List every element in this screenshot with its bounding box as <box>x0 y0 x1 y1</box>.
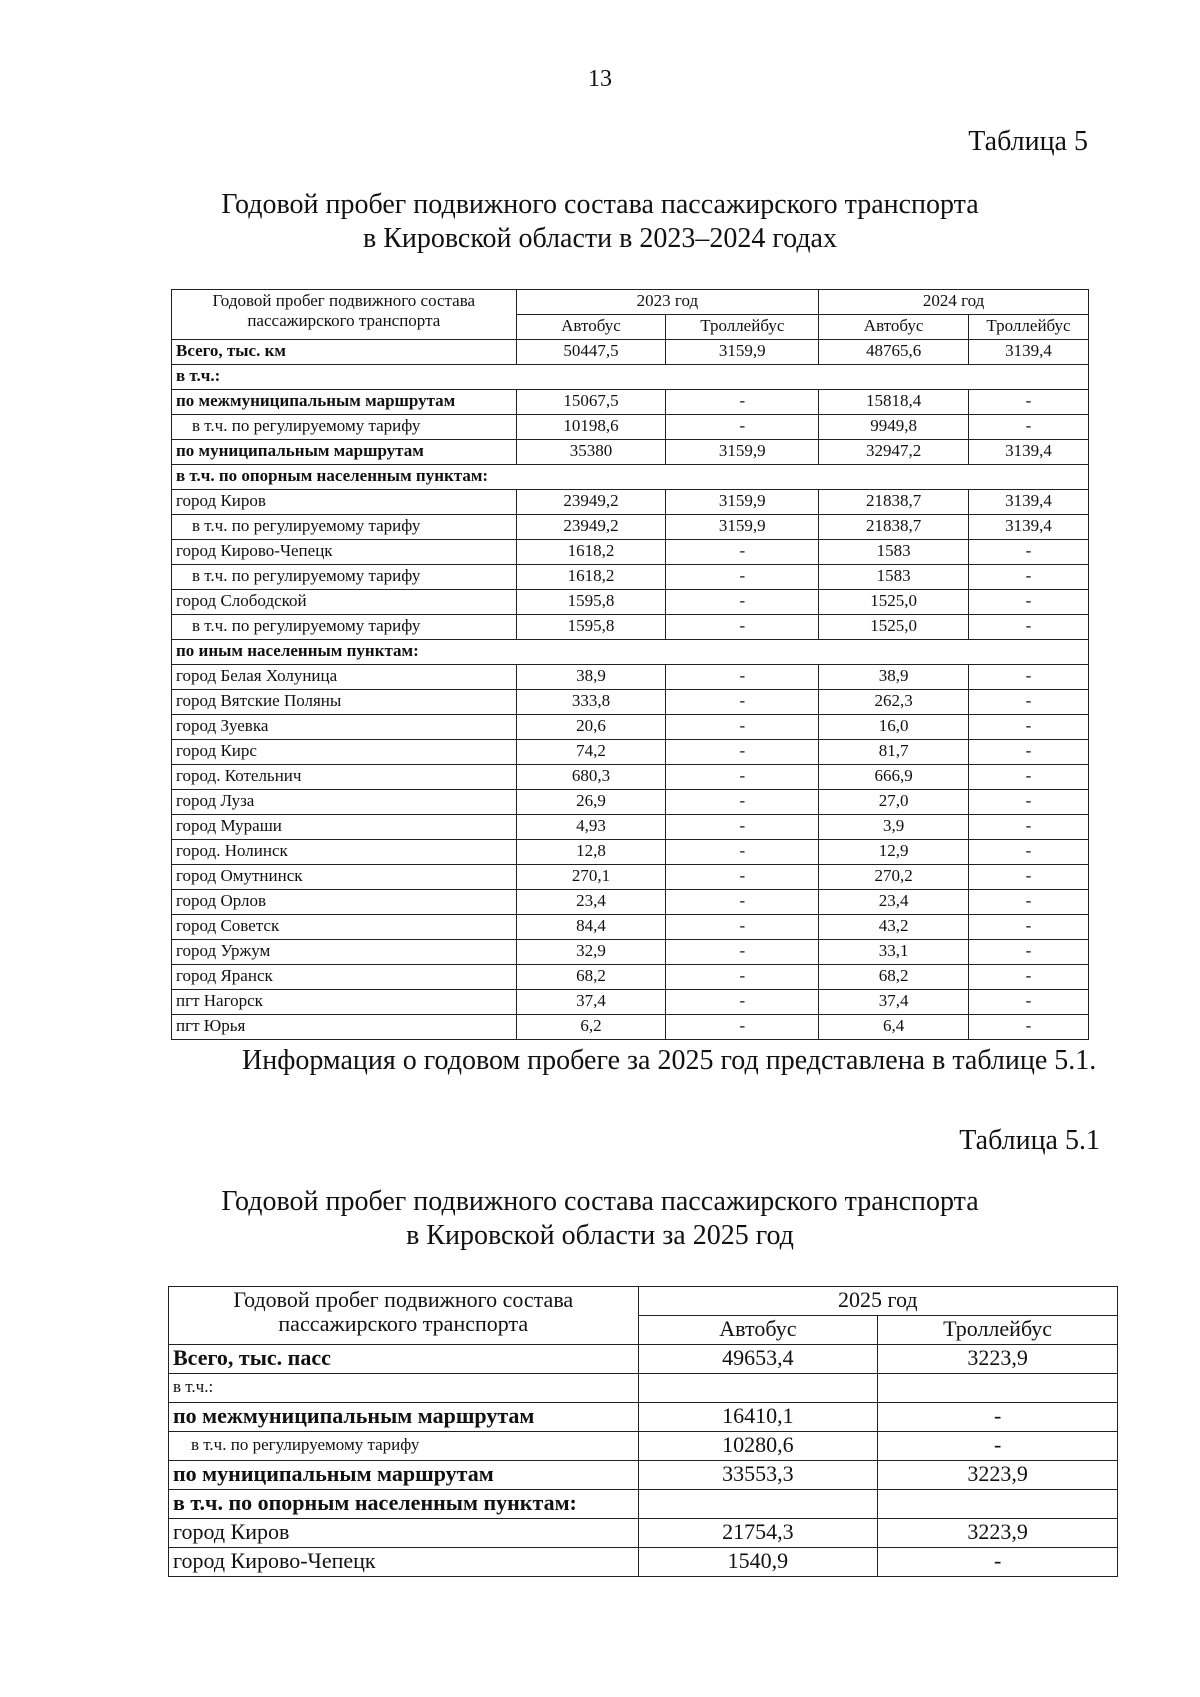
row-value: 16,0 <box>819 715 969 740</box>
row-value: 68,2 <box>819 965 969 990</box>
table-row <box>169 1461 1118 1490</box>
row-label: город Слободской <box>172 590 517 615</box>
row-value: - <box>666 415 819 440</box>
row-value: - <box>969 690 1089 715</box>
row-value: 12,9 <box>819 840 969 865</box>
row-value: 32947,2 <box>819 440 969 465</box>
row-value: 37,4 <box>819 990 969 1015</box>
table-row <box>172 590 1089 615</box>
table5 <box>171 289 1089 1040</box>
table5-header-trolley-2024: Троллейбус <box>969 315 1089 340</box>
row-label: в т.ч. по регулируемому тарифу <box>172 515 517 540</box>
row-value: 48765,6 <box>819 340 969 365</box>
header-label-line2: пассажирского транспорта <box>247 311 441 330</box>
row-value: - <box>666 590 819 615</box>
row-value: - <box>666 990 819 1015</box>
row-value: 26,9 <box>516 790 666 815</box>
row-value: - <box>666 740 819 765</box>
row-value: 1595,8 <box>516 590 666 615</box>
row-value: - <box>969 965 1089 990</box>
row-value: - <box>666 865 819 890</box>
table51-title-line2: в Кировской области за 2025 год <box>406 1220 794 1251</box>
table5-title-line1: Годовой пробег подвижного состава пассажирского транспорта <box>221 189 979 220</box>
row-value: 20,6 <box>516 715 666 740</box>
row-value <box>638 1374 878 1403</box>
row-value: 270,2 <box>819 865 969 890</box>
row-value: - <box>969 890 1089 915</box>
table-row <box>172 615 1089 640</box>
row-value: - <box>666 815 819 840</box>
row-label: в т.ч.: <box>169 1374 639 1403</box>
table51-title-line1: Годовой пробег подвижного состава пассажирского транспорта <box>221 1186 979 1217</box>
table5-header-row1 <box>172 290 1089 315</box>
row-value: 49653,4 <box>638 1345 878 1374</box>
header-label-line2: пассажирского транспорта <box>278 1311 529 1336</box>
table-row <box>169 1345 1118 1374</box>
row-value: 3139,4 <box>969 515 1089 540</box>
table-row <box>172 515 1089 540</box>
table51-header-year-2025: 2025 год <box>638 1287 1117 1316</box>
row-label: город Кирс <box>172 740 517 765</box>
table-row <box>172 365 1089 390</box>
table51-header-label <box>169 1287 639 1345</box>
table-row <box>172 390 1089 415</box>
table-row <box>172 840 1089 865</box>
row-value: 4,93 <box>516 815 666 840</box>
table-row <box>172 890 1089 915</box>
row-label: пгт Нагорск <box>172 990 517 1015</box>
note-text: Информация о годовом пробеге за 2025 год представлена в таблице 5.1. <box>242 1045 1097 1076</box>
row-value: - <box>969 1015 1089 1040</box>
row-label: город Кирово-Чепецк <box>172 540 517 565</box>
row-label: город Киров <box>169 1519 639 1548</box>
row-value: 38,9 <box>819 665 969 690</box>
row-value: - <box>969 940 1089 965</box>
row-value: 333,8 <box>516 690 666 715</box>
row-value: 262,3 <box>819 690 969 715</box>
row-value: - <box>666 565 819 590</box>
table5-title-line2: в Кировской области в 2023–2024 годах <box>362 223 837 254</box>
table-row <box>172 990 1089 1015</box>
table-row <box>172 915 1089 940</box>
row-value: 3139,4 <box>969 340 1089 365</box>
table5-header-label <box>172 290 517 340</box>
row-value: - <box>969 790 1089 815</box>
row-value: - <box>969 665 1089 690</box>
row-value: 3139,4 <box>969 440 1089 465</box>
table-row <box>172 540 1089 565</box>
row-value: 23,4 <box>516 890 666 915</box>
row-value: 3223,9 <box>878 1461 1118 1490</box>
row-value: - <box>969 815 1089 840</box>
row-value: 3159,9 <box>666 490 819 515</box>
row-value: 6,2 <box>516 1015 666 1040</box>
table5-header-year-2023: 2023 год <box>516 290 819 315</box>
table-row <box>172 340 1089 365</box>
row-value: 15067,5 <box>516 390 666 415</box>
table-row <box>172 740 1089 765</box>
row-value: 33,1 <box>819 940 969 965</box>
row-label: в т.ч. по регулируемому тарифу <box>172 565 517 590</box>
row-value: 3223,9 <box>878 1345 1118 1374</box>
row-value: - <box>666 1015 819 1040</box>
table-row <box>172 690 1089 715</box>
row-label: город Киров <box>172 490 517 515</box>
row-value: 38,9 <box>516 665 666 690</box>
row-value: - <box>969 865 1089 890</box>
table-row <box>169 1519 1118 1548</box>
row-value: - <box>666 840 819 865</box>
row-value: - <box>969 715 1089 740</box>
table51-title <box>0 1185 1200 1253</box>
page-number: 13 <box>588 66 612 92</box>
row-label: город Уржум <box>172 940 517 965</box>
table51-label: Таблица 5.1 <box>959 1125 1100 1156</box>
row-label: Всего, тыс. пасс <box>169 1345 639 1374</box>
row-value: - <box>969 840 1089 865</box>
row-value: - <box>969 915 1089 940</box>
row-value: 1540,9 <box>638 1548 878 1577</box>
row-value: 1595,8 <box>516 615 666 640</box>
table51-header-trolley: Троллейбус <box>878 1316 1118 1345</box>
table51 <box>168 1286 1118 1577</box>
table-row <box>169 1432 1118 1461</box>
row-value: - <box>969 615 1089 640</box>
row-value: - <box>969 740 1089 765</box>
table-row <box>172 965 1089 990</box>
row-value: 3159,9 <box>666 515 819 540</box>
row-value: 81,7 <box>819 740 969 765</box>
row-value: - <box>969 590 1089 615</box>
table-row <box>172 440 1089 465</box>
table-row <box>169 1490 1118 1519</box>
row-value: 6,4 <box>819 1015 969 1040</box>
row-label: город Луза <box>172 790 517 815</box>
row-label: город. Нолинск <box>172 840 517 865</box>
row-value: 1618,2 <box>516 565 666 590</box>
row-label: по межмуниципальным маршрутам <box>172 390 517 415</box>
row-label: в т.ч. по опорным населенным пунктам: <box>172 465 1089 490</box>
row-label: в т.ч. по регулируемому тарифу <box>172 615 517 640</box>
header-label-line1: Годовой пробег подвижного состава <box>233 1287 574 1312</box>
row-value: - <box>666 715 819 740</box>
row-label: в т.ч. по опорным населенным пунктам: <box>169 1490 639 1519</box>
row-value: - <box>969 540 1089 565</box>
row-value: 1583 <box>819 540 969 565</box>
row-value: 3,9 <box>819 815 969 840</box>
row-value: - <box>969 990 1089 1015</box>
row-value: - <box>666 665 819 690</box>
row-value: - <box>666 790 819 815</box>
row-value: 15818,4 <box>819 390 969 415</box>
row-value: 32,9 <box>516 940 666 965</box>
row-value: 3159,9 <box>666 340 819 365</box>
row-value: - <box>666 890 819 915</box>
row-label: Всего, тыс. км <box>172 340 517 365</box>
row-value: 37,4 <box>516 990 666 1015</box>
table-row <box>172 415 1089 440</box>
row-value: - <box>666 940 819 965</box>
row-value: 9949,8 <box>819 415 969 440</box>
row-value: 43,2 <box>819 915 969 940</box>
table-row <box>172 565 1089 590</box>
table-row <box>172 765 1089 790</box>
table-row <box>169 1374 1118 1403</box>
row-label: в т.ч. по регулируемому тарифу <box>169 1432 639 1461</box>
row-label: пгт Юрья <box>172 1015 517 1040</box>
row-value: 3223,9 <box>878 1519 1118 1548</box>
row-value: 23949,2 <box>516 515 666 540</box>
row-value: 21754,3 <box>638 1519 878 1548</box>
row-value: 16410,1 <box>638 1403 878 1432</box>
row-value <box>878 1374 1118 1403</box>
row-value: 21838,7 <box>819 490 969 515</box>
row-value: - <box>969 415 1089 440</box>
table5-header-year-2024: 2024 год <box>819 290 1089 315</box>
row-label: по межмуниципальным маршрутам <box>169 1403 639 1432</box>
row-value: 35380 <box>516 440 666 465</box>
row-value: - <box>666 690 819 715</box>
row-label: город Зуевка <box>172 715 517 740</box>
row-label: город Мураши <box>172 815 517 840</box>
row-value <box>878 1490 1118 1519</box>
table-row <box>172 490 1089 515</box>
row-value: 270,1 <box>516 865 666 890</box>
row-value: - <box>878 1548 1118 1577</box>
row-value: 27,0 <box>819 790 969 815</box>
row-label: город Кирово-Чепецк <box>169 1548 639 1577</box>
table-row <box>172 940 1089 965</box>
row-label: в т.ч. по регулируемому тарифу <box>172 415 517 440</box>
row-value: 84,4 <box>516 915 666 940</box>
table5-title <box>0 188 1200 256</box>
row-value: - <box>969 565 1089 590</box>
row-label: город Советск <box>172 915 517 940</box>
row-value: 10280,6 <box>638 1432 878 1461</box>
row-value: 1525,0 <box>819 615 969 640</box>
row-label: город Орлов <box>172 890 517 915</box>
row-value: 1525,0 <box>819 590 969 615</box>
table-row <box>172 665 1089 690</box>
table-row <box>169 1403 1118 1432</box>
table-row <box>172 865 1089 890</box>
table5-header-trolley-2023: Троллейбус <box>666 315 819 340</box>
row-value: 10198,6 <box>516 415 666 440</box>
row-value: - <box>878 1403 1118 1432</box>
table5-header-bus-2024: Автобус <box>819 315 969 340</box>
row-value: - <box>666 765 819 790</box>
row-value: 50447,5 <box>516 340 666 365</box>
row-value: - <box>666 390 819 415</box>
row-value: 33553,3 <box>638 1461 878 1490</box>
table-row <box>172 815 1089 840</box>
row-value: 3139,4 <box>969 490 1089 515</box>
table51-header-row1 <box>169 1287 1118 1316</box>
row-label: в т.ч.: <box>172 365 1089 390</box>
row-label: город Белая Холуница <box>172 665 517 690</box>
row-value: 1583 <box>819 565 969 590</box>
row-value: 680,3 <box>516 765 666 790</box>
row-value: 12,8 <box>516 840 666 865</box>
row-value: - <box>878 1432 1118 1461</box>
row-value: 23,4 <box>819 890 969 915</box>
row-label: город Вятские Поляны <box>172 690 517 715</box>
row-label: по муниципальным маршрутам <box>169 1461 639 1490</box>
table5-label: Таблица 5 <box>968 126 1088 157</box>
row-value: 74,2 <box>516 740 666 765</box>
table51-header-bus: Автобус <box>638 1316 878 1345</box>
row-value: 666,9 <box>819 765 969 790</box>
table-row <box>169 1548 1118 1577</box>
row-value: 23949,2 <box>516 490 666 515</box>
header-label-line1: Годовой пробег подвижного состава <box>212 291 476 310</box>
row-value: - <box>666 965 819 990</box>
table5-header-bus-2023: Автобус <box>516 315 666 340</box>
table-row <box>172 790 1089 815</box>
row-value: 68,2 <box>516 965 666 990</box>
row-label: город Яранск <box>172 965 517 990</box>
row-label: город. Котельнич <box>172 765 517 790</box>
row-label: по иным населенным пунктам: <box>172 640 1089 665</box>
row-value <box>638 1490 878 1519</box>
row-value: - <box>666 915 819 940</box>
row-value: - <box>969 390 1089 415</box>
table-row <box>172 465 1089 490</box>
row-value: 21838,7 <box>819 515 969 540</box>
row-label: по муниципальным маршрутам <box>172 440 517 465</box>
table-row <box>172 1015 1089 1040</box>
row-value: - <box>969 765 1089 790</box>
row-value: 1618,2 <box>516 540 666 565</box>
row-value: - <box>666 540 819 565</box>
table-row <box>172 640 1089 665</box>
row-value: - <box>666 615 819 640</box>
row-value: 3159,9 <box>666 440 819 465</box>
table-row <box>172 715 1089 740</box>
row-label: город Омутнинск <box>172 865 517 890</box>
